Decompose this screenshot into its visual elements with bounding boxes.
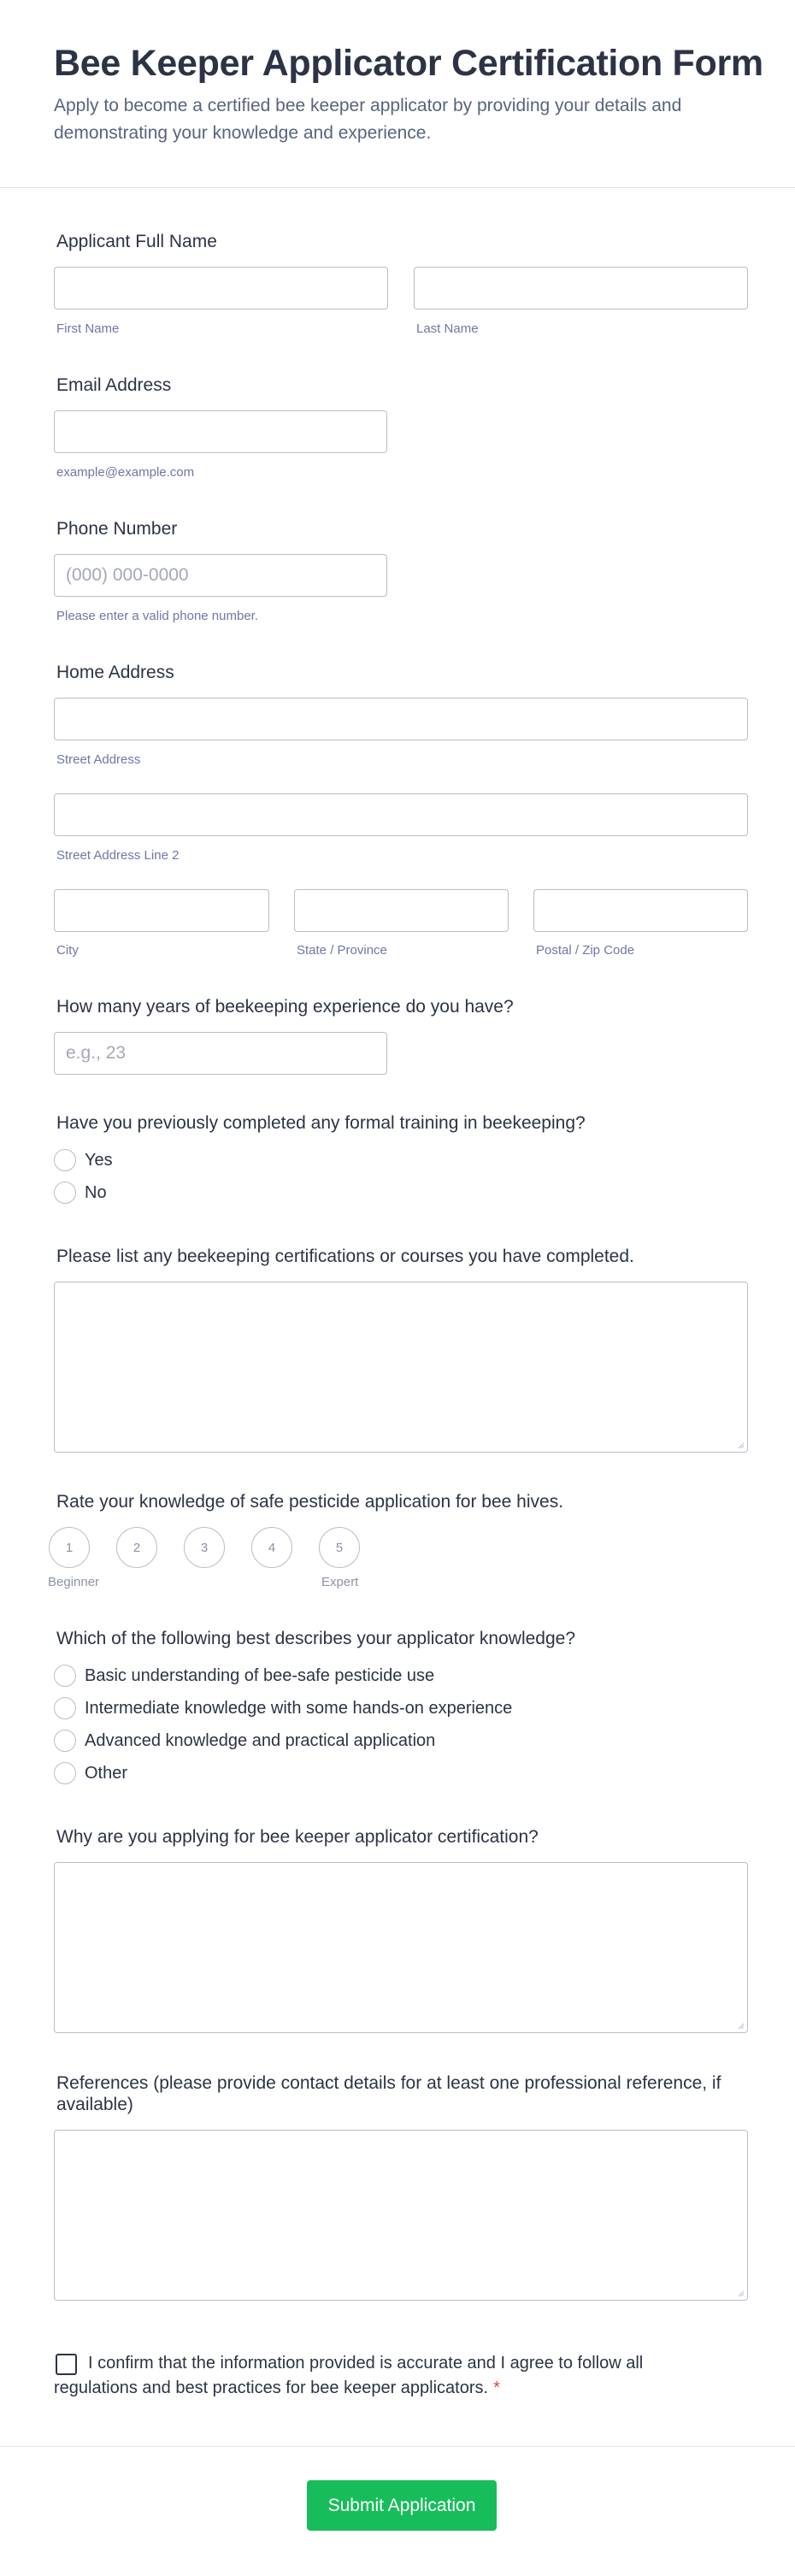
consent-text — [54, 2351, 686, 2401]
rating-option-2[interactable]: 2 — [116, 1527, 157, 1568]
zip-input[interactable] — [534, 890, 747, 931]
state-input[interactable] — [295, 890, 508, 931]
certifications-textarea[interactable] — [55, 1282, 747, 1452]
radio-button[interactable] — [54, 1697, 76, 1719]
radio-label: No — [85, 1182, 107, 1202]
phone-label: Phone Number — [56, 519, 178, 539]
form-title: Bee Keeper Applicator Certification Form — [54, 43, 763, 84]
street-address-sublabel: Street Address — [56, 752, 141, 767]
form-subtitle: Apply to become a certified bee keeper applicator by providing your details and demonstrating your knowledge and experience. — [54, 96, 682, 143]
radio-label: Basic understanding of bee-safe pesticide use — [85, 1665, 435, 1685]
street-address-input[interactable] — [55, 699, 747, 740]
experience-label: How many years of beekeeping experience do you have? — [56, 997, 514, 1017]
header-divider — [0, 187, 795, 188]
last-name-field[interactable] — [414, 267, 748, 309]
training-option-yes[interactable] — [54, 1147, 113, 1173]
required-asterisk: * — [493, 2379, 500, 2397]
email-label: Email Address — [56, 375, 172, 395]
certifications-label: Please list any beekeeping certifications or courses you have completed. — [56, 1247, 634, 1266]
knowledge-option-intermediate[interactable] — [54, 1695, 512, 1721]
rating-option-1[interactable]: 1 — [49, 1527, 90, 1568]
certifications-field[interactable] — [54, 1282, 748, 1453]
phone-sublabel: Please enter a valid phone number. — [56, 609, 258, 623]
rating-min-caption: Beginner — [48, 1575, 100, 1589]
radio-button[interactable] — [54, 1665, 76, 1687]
email-field[interactable] — [54, 410, 387, 453]
radio-button[interactable] — [54, 1149, 76, 1171]
knowledge-option-advanced[interactable] — [54, 1728, 435, 1754]
references-field[interactable] — [54, 2130, 748, 2301]
last-name-input[interactable] — [415, 268, 747, 309]
training-label: Have you previously completed any formal training in beekeeping? — [56, 1113, 586, 1133]
rating-max-caption: Expert — [321, 1575, 359, 1589]
email-input[interactable] — [55, 411, 386, 452]
resize-handle-icon[interactable] — [736, 1441, 745, 1449]
rating-label: Rate your knowledge of safe pesticide application for bee hives. — [56, 1492, 564, 1512]
radio-label: Yes — [85, 1150, 113, 1170]
reason-textarea[interactable] — [55, 1863, 747, 2032]
phone-field[interactable] — [54, 554, 387, 597]
street-address-line2-sublabel: Street Address Line 2 — [56, 848, 180, 863]
resize-handle-icon[interactable] — [736, 2289, 745, 2297]
rating-option-4[interactable]: 4 — [251, 1527, 292, 1568]
city-sublabel: City — [56, 943, 79, 958]
city-input[interactable] — [55, 890, 268, 931]
radio-button[interactable] — [54, 1762, 76, 1784]
resize-handle-icon[interactable] — [736, 2021, 745, 2030]
radio-button[interactable] — [54, 1730, 76, 1752]
first-name-input[interactable] — [55, 268, 387, 309]
email-sublabel: example@example.com — [56, 465, 195, 480]
first-name-field[interactable] — [54, 267, 388, 309]
references-label: References (please provide contact details for at least one professional reference, if available) — [56, 2073, 721, 2114]
radio-button[interactable] — [54, 1182, 76, 1204]
phone-input[interactable] — [55, 555, 386, 596]
rating-option-3[interactable]: 3 — [184, 1527, 225, 1568]
city-field[interactable] — [54, 889, 269, 932]
rating-option-5[interactable]: 5 — [319, 1527, 360, 1568]
knowledge-option-other[interactable] — [54, 1760, 127, 1786]
state-sublabel: State / Province — [297, 943, 387, 958]
submit-button[interactable]: Submit Application — [307, 2480, 497, 2531]
reason-field[interactable] — [54, 1862, 748, 2033]
experience-input[interactable] — [55, 1033, 386, 1074]
training-option-no[interactable] — [54, 1180, 107, 1205]
state-field[interactable] — [294, 889, 509, 932]
street-address-field[interactable] — [54, 698, 748, 740]
experience-field[interactable] — [54, 1032, 387, 1075]
consent-label: I confirm that the information provided is accurate and I agree to follow all regulations and best practices for bee keeper applicators. — [54, 2354, 644, 2397]
last-name-sublabel: Last Name — [416, 321, 479, 336]
address-label: Home Address — [56, 663, 174, 682]
street-address-line2-input[interactable] — [55, 794, 747, 835]
knowledge-option-basic[interactable] — [54, 1663, 434, 1689]
knowledge-label: Which of the following best describes your applicator knowledge? — [56, 1629, 576, 1648]
reason-label: Why are you applying for bee keeper applicator certification? — [56, 1827, 539, 1847]
references-textarea[interactable] — [55, 2131, 747, 2300]
radio-label: Intermediate knowledge with some hands-on experience — [85, 1698, 513, 1718]
radio-label: Other — [85, 1763, 128, 1783]
first-name-sublabel: First Name — [56, 321, 120, 336]
zip-sublabel: Postal / Zip Code — [536, 943, 635, 958]
full-name-label: Applicant Full Name — [56, 232, 217, 251]
radio-label: Advanced knowledge and practical application — [85, 1730, 436, 1750]
footer-divider — [0, 2446, 795, 2447]
zip-field[interactable] — [533, 889, 748, 932]
street-address-line2-field[interactable] — [54, 793, 748, 836]
